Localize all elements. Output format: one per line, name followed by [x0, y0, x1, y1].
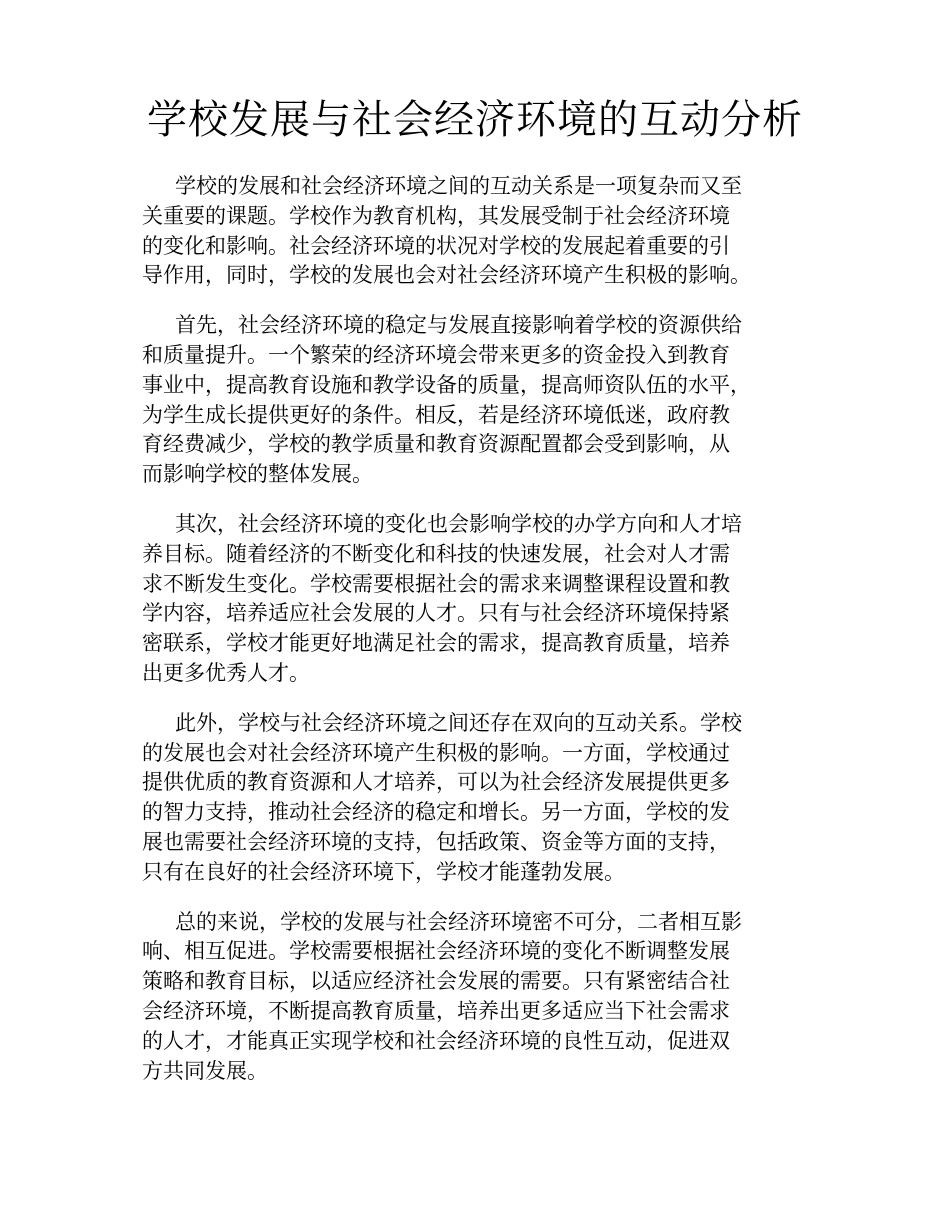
paragraph-line: 求不断发生变化。学校需要根据社会的需求来调整课程设置和教	[142, 571, 730, 596]
paragraph-1	[142, 172, 822, 291]
paragraph-line: 提供优质的教育资源和人才培养，可以为社会经济发展提供更多	[142, 770, 730, 795]
paragraph-line: 的智力支持，推动社会经济的稳定和增长。另一方面，学校的发	[142, 800, 730, 825]
paragraph-line: 而影响学校的整体发展。	[142, 462, 373, 487]
paragraph-line: 的变化和影响。社会经济环境的状况对学校的发展起着重要的引	[142, 233, 730, 258]
paragraph-line: 出更多优秀人才。	[142, 660, 310, 685]
paragraph-4	[142, 709, 822, 888]
paragraph-line: 会经济环境，不断提高教育质量，培养出更多适应当下社会需求	[142, 998, 730, 1023]
paragraph-line: 的人才，才能真正实现学校和社会经济环境的良性互动，促进双	[142, 1028, 730, 1053]
paragraph-line: 导作用，同时，学校的发展也会对社会经济环境产生积极的影响。	[142, 263, 751, 288]
document-body	[142, 172, 822, 1106]
paragraph-line: 和质量提升。一个繁荣的经济环境会带来更多的资金投入到教育	[142, 342, 730, 367]
paragraph-line: 首先，社会经济环境的稳定与发展直接影响着学校的资源供给	[175, 313, 742, 338]
paragraph-line: 密联系，学校才能更好地满足社会的需求，提高教育质量，培养	[142, 631, 730, 656]
paragraph-line: 学校的发展和社会经济环境之间的互动关系是一项复杂而又至	[175, 174, 742, 198]
paragraph-line: 学内容，培养适应社会发展的人才。只有与社会经济环境保持紧	[142, 601, 730, 626]
paragraph-line: 养目标。随着经济的不断变化和科技的快速发展，社会对人才需	[142, 541, 730, 566]
paragraph-2	[142, 311, 822, 490]
paragraph-line: 关重要的课题。学校作为教育机构，其发展受制于社会经济环境	[142, 203, 730, 228]
paragraph-line: 只有在良好的社会经济环境下，学校才能蓬勃发展。	[142, 859, 625, 884]
paragraph-line: 事业中，提高教育设施和教学设备的质量，提高师资队伍的水平，	[142, 372, 751, 397]
paragraph-line: 响、相互促进。学校需要根据社会经济环境的变化不断调整发展	[142, 939, 730, 964]
paragraph-line: 此外，学校与社会经济环境之间还存在双向的互动关系。学校	[175, 710, 742, 735]
paragraph-line: 展也需要社会经济环境的支持，包括政策、资金等方面的支持，	[142, 829, 730, 854]
paragraph-line: 策略和教育目标，以适应经济社会发展的需要。只有紧密结合社	[142, 969, 730, 994]
paragraph-line: 的发展也会对社会经济环境产生积极的影响。一方面，学校通过	[142, 740, 730, 765]
paragraph-line: 育经费减少，学校的教学质量和教育资源配置都会受到影响，从	[142, 432, 730, 457]
paragraph-line: 总的来说，学校的发展与社会经济环境密不可分，二者相互影	[175, 909, 742, 934]
paragraph-line: 方共同发展。	[142, 1058, 268, 1083]
paragraph-line: 为学生成长提供更好的条件。相反，若是经济环境低迷，政府教	[142, 402, 730, 427]
document-title: 学校发展与社会经济环境的互动分析	[147, 97, 803, 143]
paragraph-line: 其次，社会经济环境的变化也会影响学校的办学方向和人才培	[175, 511, 742, 536]
paragraph-3	[142, 510, 822, 689]
paragraph-5	[142, 908, 822, 1087]
